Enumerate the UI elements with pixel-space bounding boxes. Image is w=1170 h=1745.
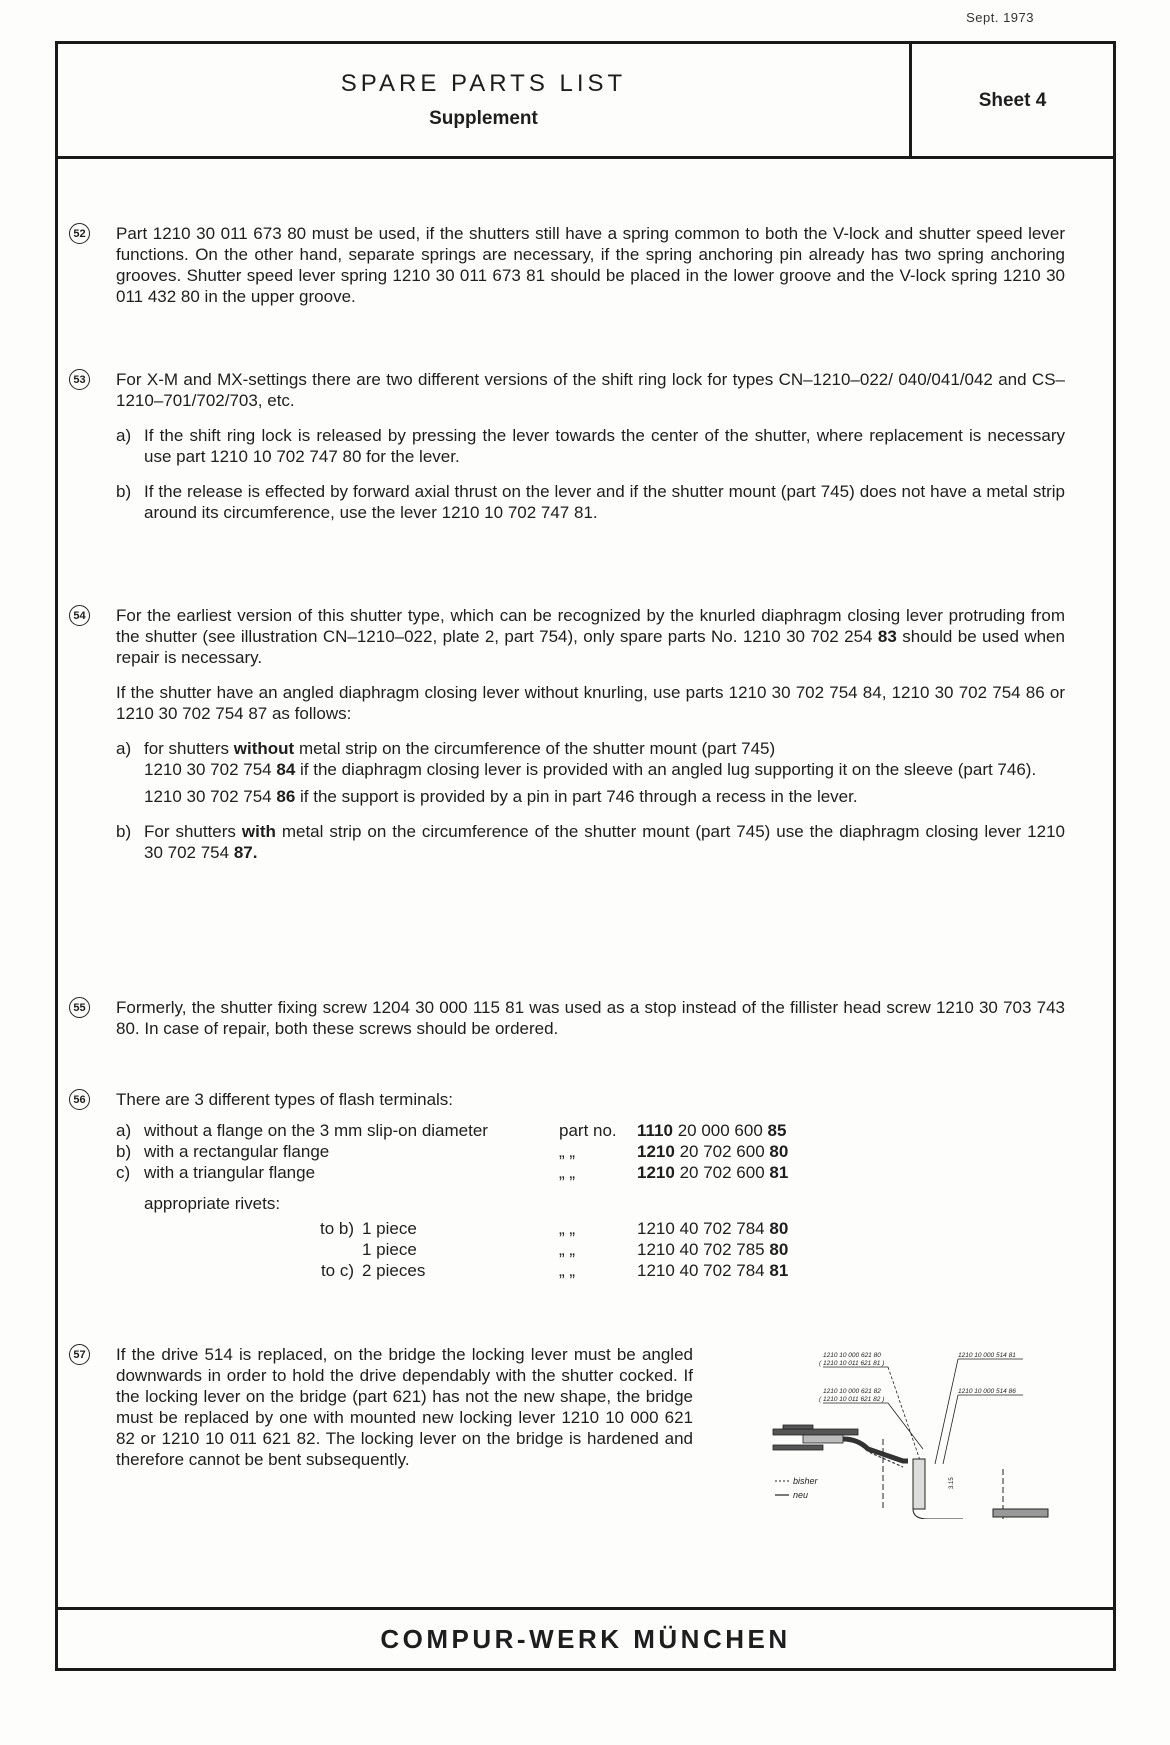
- note-55: [73, 997, 1065, 1053]
- cell-qty: 1 piece: [362, 1240, 417, 1259]
- note-56: [73, 1089, 1065, 1281]
- cell-to: to b): [319, 1219, 354, 1238]
- fig-label-l2: ( 1210 10 011 621 81 ): [819, 1360, 885, 1367]
- note-57: [73, 1344, 693, 1484]
- note-text: If the drive 514 is replaced, on the bridge the locking lever must be angled downwards in order to hold the drive dependably with the shutter cocked. If the locking lever on the bridge (part 621) has not the new shape, the bridge must be replaced by one with mounted new locking lever 1210 10 000 621 82 or 1210 10 011 621 82. The locking lever on the bridge is hardened and therefore cannot be bent subsequently.: [116, 1345, 693, 1469]
- cell-part-number: 1210 40 702 785 80: [637, 1240, 789, 1259]
- table-row: [116, 1260, 788, 1281]
- title-box: [58, 44, 912, 156]
- cell-desc: without a flange on the 3 mm slip-on diameter: [144, 1121, 488, 1140]
- table-row: [116, 1162, 788, 1183]
- cell-to: to c): [320, 1261, 354, 1280]
- note-intro: There are 3 different types of flash terminals:: [116, 1090, 454, 1109]
- cell-part-number: 1210 40 702 784 81: [637, 1261, 789, 1280]
- note-number: 53: [69, 369, 90, 390]
- note-text: If the shutter have an angled diaphragm closing lever without knurling, use parts 1210 30 702 754 84, 1210 30 702 754 86 or 1210 30 702 754 87 as follows:: [116, 683, 1065, 723]
- cell-lbl: a): [116, 1121, 132, 1140]
- fig-dimension: 3.15: [949, 1477, 955, 1489]
- note-number: 52: [69, 223, 90, 244]
- header: [58, 44, 1113, 159]
- table-row: [116, 1218, 788, 1239]
- note-number: 56: [69, 1089, 90, 1110]
- cell-to: [116, 1239, 362, 1260]
- note-52: [73, 223, 1065, 321]
- fig-label-r1: 1210 10 000 514 81: [958, 1352, 1016, 1359]
- footer: [58, 1607, 1113, 1668]
- list-item: 1210 30 702 754 86 if the support is provided by a pin in part 746 through a recess in the lever.: [144, 787, 858, 806]
- illustration-svg: [763, 1349, 1063, 1519]
- cell-pn: „ „: [559, 1142, 576, 1161]
- note-54: [73, 605, 1065, 877]
- flash-terminal-table: [116, 1120, 788, 1183]
- rivets-label: appropriate rivets:: [144, 1194, 281, 1213]
- page-subtitle: Supplement: [429, 108, 538, 129]
- cell-qty: 2 pieces: [362, 1261, 426, 1280]
- table-row: [116, 1141, 788, 1162]
- fig-legend-new: neu: [793, 1490, 809, 1500]
- date: Sept. 1973: [966, 10, 1034, 25]
- cell-part-number: 1210 20 702 600 81: [637, 1163, 789, 1182]
- note-text: Formerly, the shutter fixing screw 1204 30 000 115 81 was used as a stop instead of the fillister head screw 1210 30 703 743 80. In case of repair, both these screws should be ordered.: [116, 998, 1065, 1038]
- item-label: b): [116, 822, 132, 841]
- note-number: 55: [69, 997, 90, 1018]
- item-label: b): [116, 482, 132, 501]
- list-item: b) For shutters with metal strip on the circumference of the shutter mount (part 745) use the diaphragm closing lever 1210 30 702 754 87.: [116, 822, 1065, 862]
- table-row: [116, 1239, 788, 1260]
- item-label: a): [116, 426, 132, 445]
- cell-desc: with a rectangular flange: [144, 1142, 330, 1161]
- drive-lever-illustration: [763, 1349, 1063, 1519]
- sheet-number: Sheet 4: [978, 90, 1047, 111]
- fig-label-r2: 1210 10 000 514 86: [958, 1388, 1016, 1395]
- list-item: a) for shutters without metal strip on the circumference of the shutter mount (part 745) 1210 30 702 754 84 if the diaphragm closing lever is provided with an angled lug supporting it on the sleeve (part 746).: [116, 739, 1037, 779]
- cell-pn: part no.: [559, 1121, 617, 1140]
- cell-lbl: c): [116, 1163, 131, 1182]
- list-item: [116, 481, 1065, 523]
- note-text: Part 1210 30 011 673 80 must be used, if the shutters still have a spring common to both the V-lock and shutter speed lever functions. On the other hand, separate springs are necessary, if the spring anchoring pin already has two spring anchoring grooves. Shutter speed lever spring 1210 30 011 673 81 should be placed in the lower groove and the V-lock spring 1210 30 011 432 80 in the upper groove.: [116, 224, 1065, 306]
- note-53: [73, 369, 1065, 537]
- page-frame: [55, 41, 1116, 1671]
- fig-label-l1: 1210 10 000 621 80: [823, 1352, 881, 1359]
- table-row: [116, 1120, 788, 1141]
- page-title: SPARE PARTS LIST: [340, 70, 627, 97]
- cell-part-number: 1210 40 702 784 80: [637, 1219, 789, 1238]
- cell-qty: 1 piece: [362, 1219, 417, 1238]
- item-label: a): [116, 739, 132, 758]
- cell-pn: „ „: [559, 1240, 576, 1259]
- note-intro: For the earliest version of this shutter type, which can be recognized by the knurled diaphragm closing lever protruding from the shutter (see illustration CN–1210–022, plate 2, part 754), only spare parts No. 1210 30 702 254 83 should be used when repair is necessary.: [116, 606, 1065, 667]
- cell-pn: „ „: [559, 1219, 576, 1238]
- fig-label-l4: ( 1210 10 011 621 82 ): [819, 1396, 885, 1403]
- note-number: 54: [69, 605, 90, 626]
- cell-pn: „ „: [559, 1261, 576, 1280]
- note-number: 57: [69, 1344, 90, 1365]
- item-text: If the shift ring lock is released by pressing the lever towards the center of the shutter, where replacement is necessary use part 1210 10 702 747 80 for the lever.: [144, 426, 1065, 466]
- cell-pn: „ „: [559, 1163, 576, 1182]
- list-item: [116, 425, 1065, 467]
- rivets-table: [116, 1218, 788, 1281]
- cell-lbl: b): [116, 1142, 132, 1161]
- content: [58, 159, 1113, 1607]
- company-name: COMPUR-WERK MÜNCHEN: [380, 1624, 791, 1654]
- item-text: If the release is effected by forward axial thrust on the lever and if the shutter mount (part 745) does not have a metal strip around its circumference, use the lever 1210 10 702 747 81.: [144, 482, 1065, 522]
- fig-legend-old: bisher: [793, 1476, 818, 1486]
- note-intro: For X-M and MX-settings there are two different versions of the shift ring lock for types CN–1210–022/ 040/041/042 and CS–1210–701/702/703, etc.: [116, 370, 1065, 410]
- cell-part-number: 1210 20 702 600 80: [637, 1142, 789, 1161]
- fig-label-l3: 1210 10 000 621 82: [823, 1388, 881, 1395]
- cell-desc: with a triangular flange: [144, 1163, 316, 1182]
- cell-part-number: 1110 20 000 600 85: [637, 1121, 787, 1140]
